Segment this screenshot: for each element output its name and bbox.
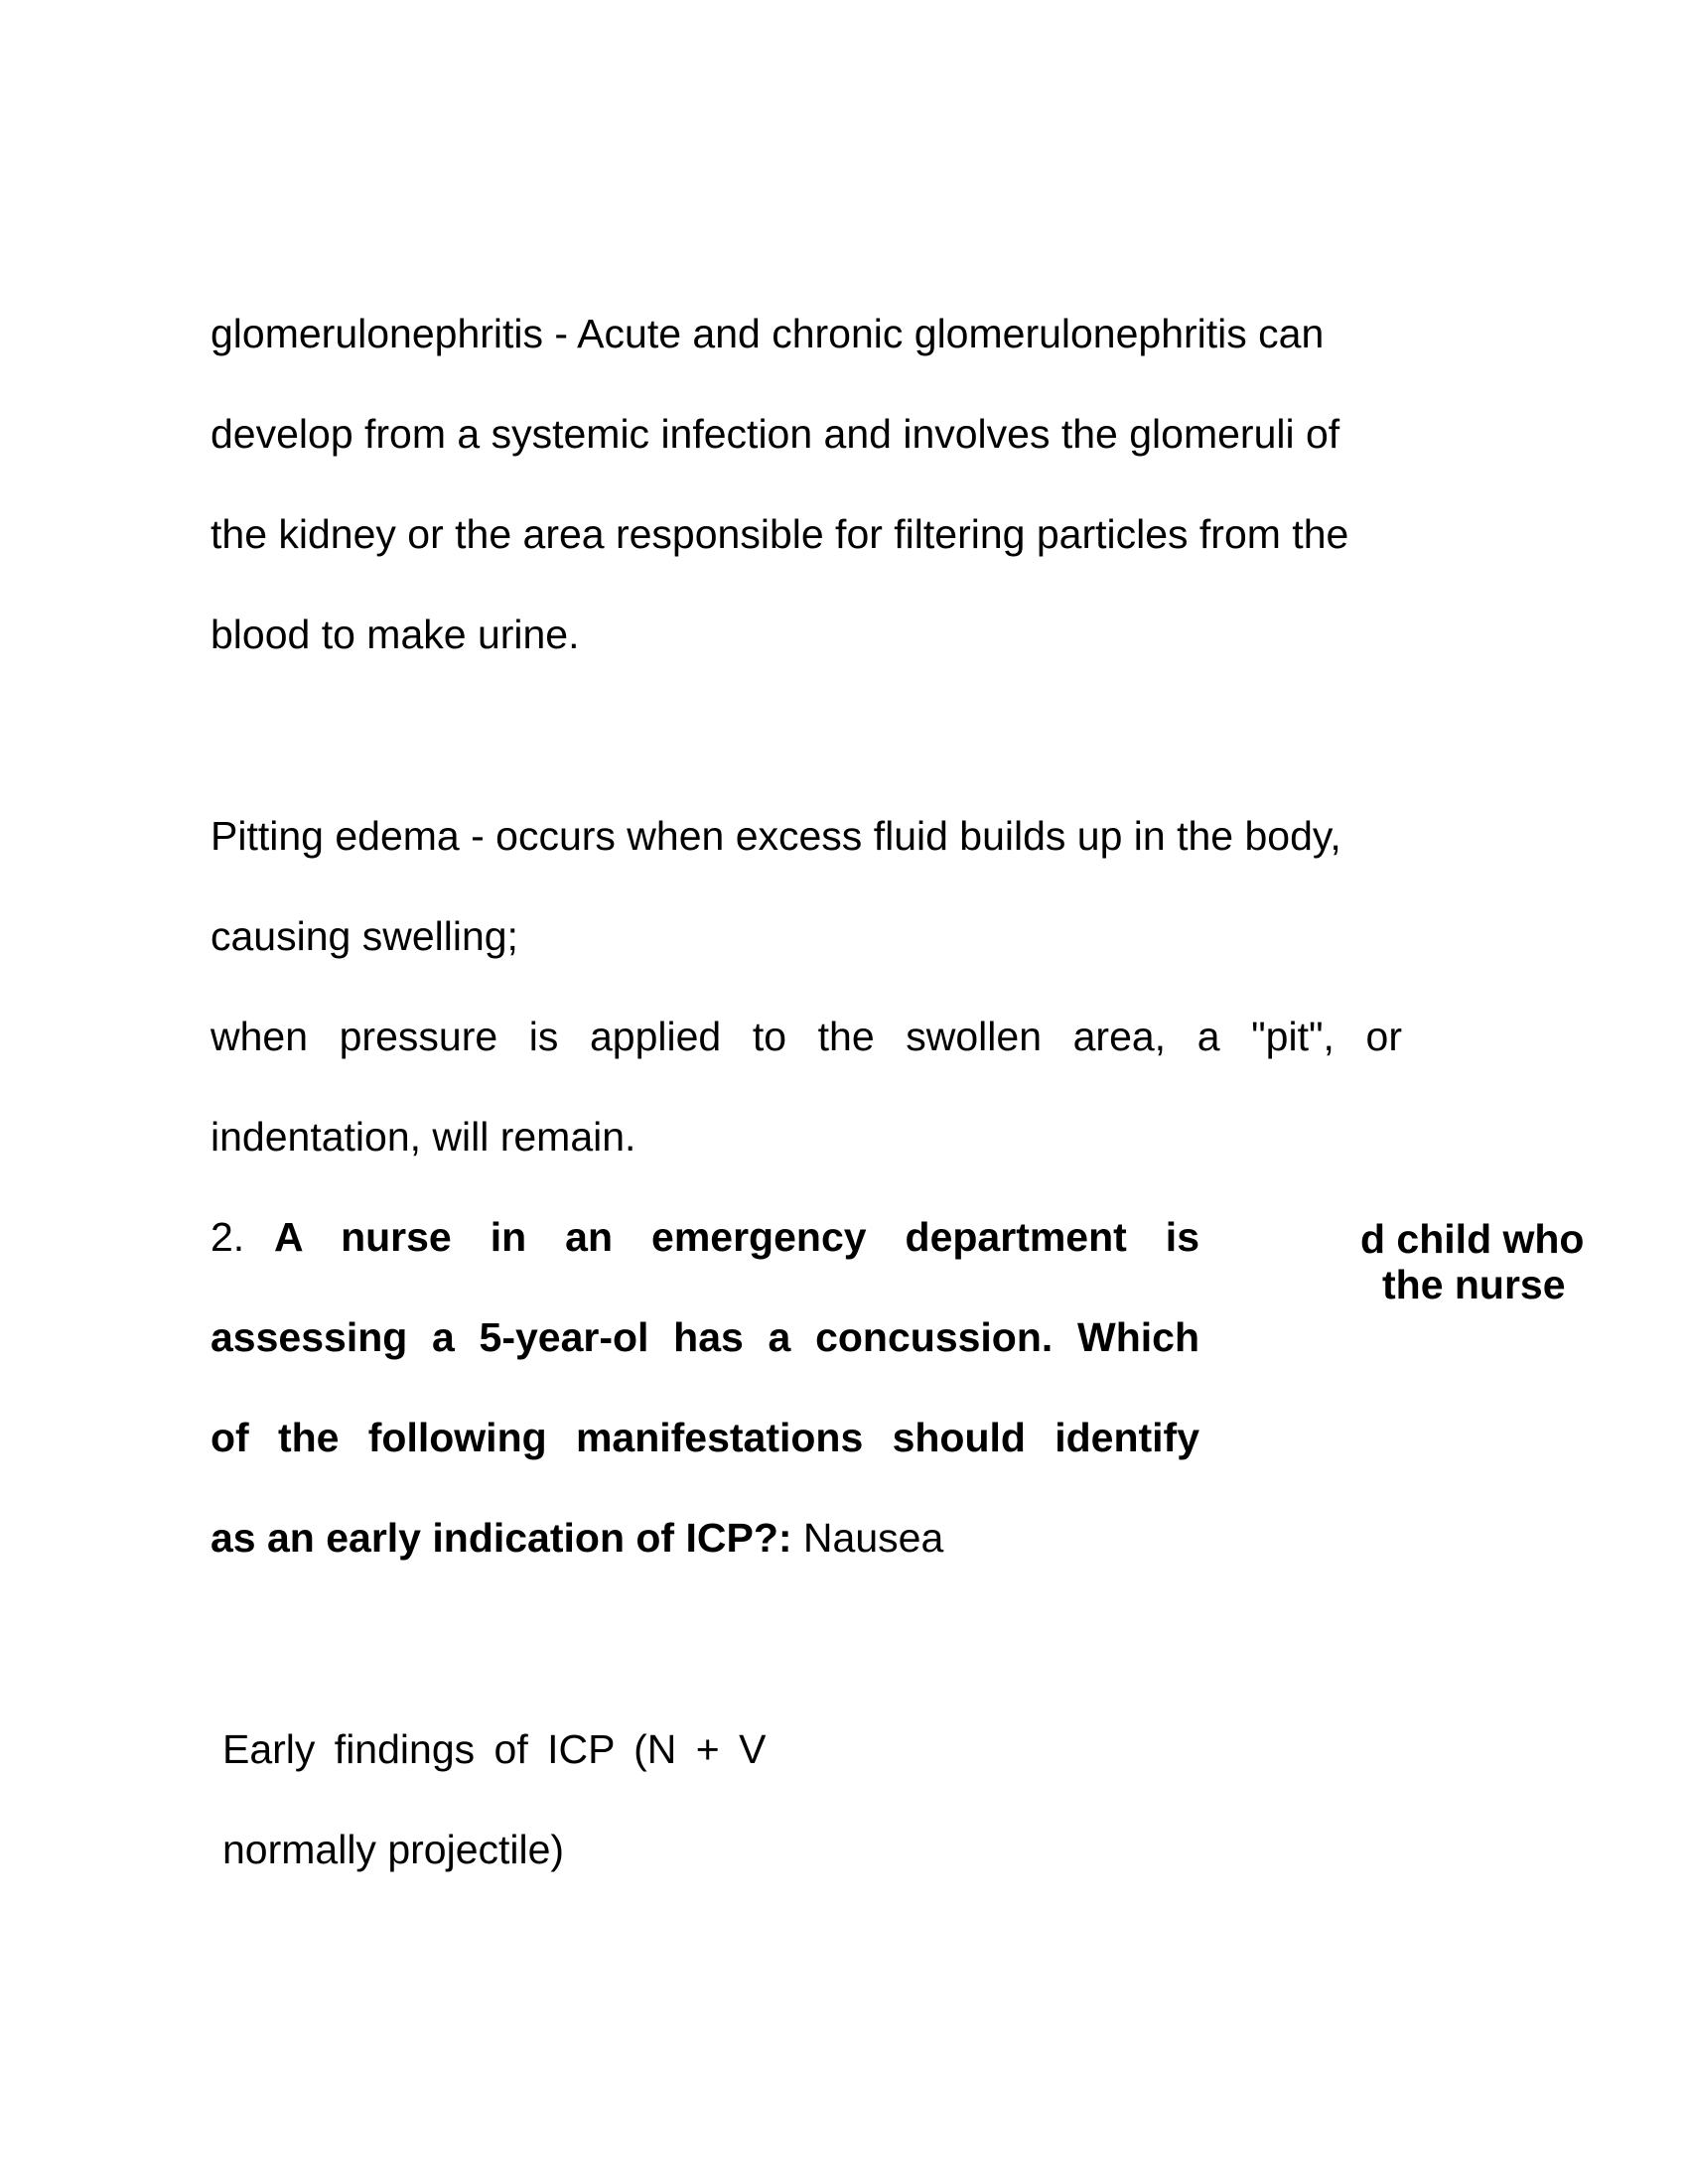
question-text-line: A nurse in an emergency department is bbox=[274, 1214, 1199, 1260]
rationale-line: normally projectile) bbox=[222, 1827, 565, 1872]
text-line: glomerulonephritis - Acute and chronic glomerulonephritis can bbox=[211, 311, 1325, 356]
text-line: blood to make urine. bbox=[211, 612, 580, 657]
rationale-line: Early findings of ICP (N + V bbox=[222, 1726, 767, 1772]
text-line: indentation, will remain. bbox=[211, 1114, 636, 1160]
overflow-fragment: d child who bbox=[1360, 1216, 1585, 1262]
text-line: develop from a systemic infection and involves the glomeruli of bbox=[211, 411, 1340, 457]
question-text-line: of the following manifestations should identify bbox=[211, 1415, 1199, 1460]
text-line: causing swelling; bbox=[211, 913, 518, 959]
text-line: Pitting edema - occurs when excess fluid builds up in the body, bbox=[211, 813, 1341, 859]
overflow-fragment: the nurse bbox=[1382, 1262, 1566, 1307]
question-text-line: assessing a 5-year-ol has a concussion. Which bbox=[211, 1314, 1199, 1360]
question-text-final: as an early indication of ICP?: bbox=[211, 1515, 792, 1561]
text-line: the kidney or the area responsible for filtering particles from the bbox=[211, 511, 1349, 557]
answer-text: Nausea bbox=[802, 1515, 944, 1561]
question-number: 2. bbox=[211, 1214, 245, 1260]
text-line: when pressure is applied to the swollen area, a "pit", or bbox=[211, 1014, 1402, 1059]
question-text-line bbox=[211, 1514, 943, 1562]
